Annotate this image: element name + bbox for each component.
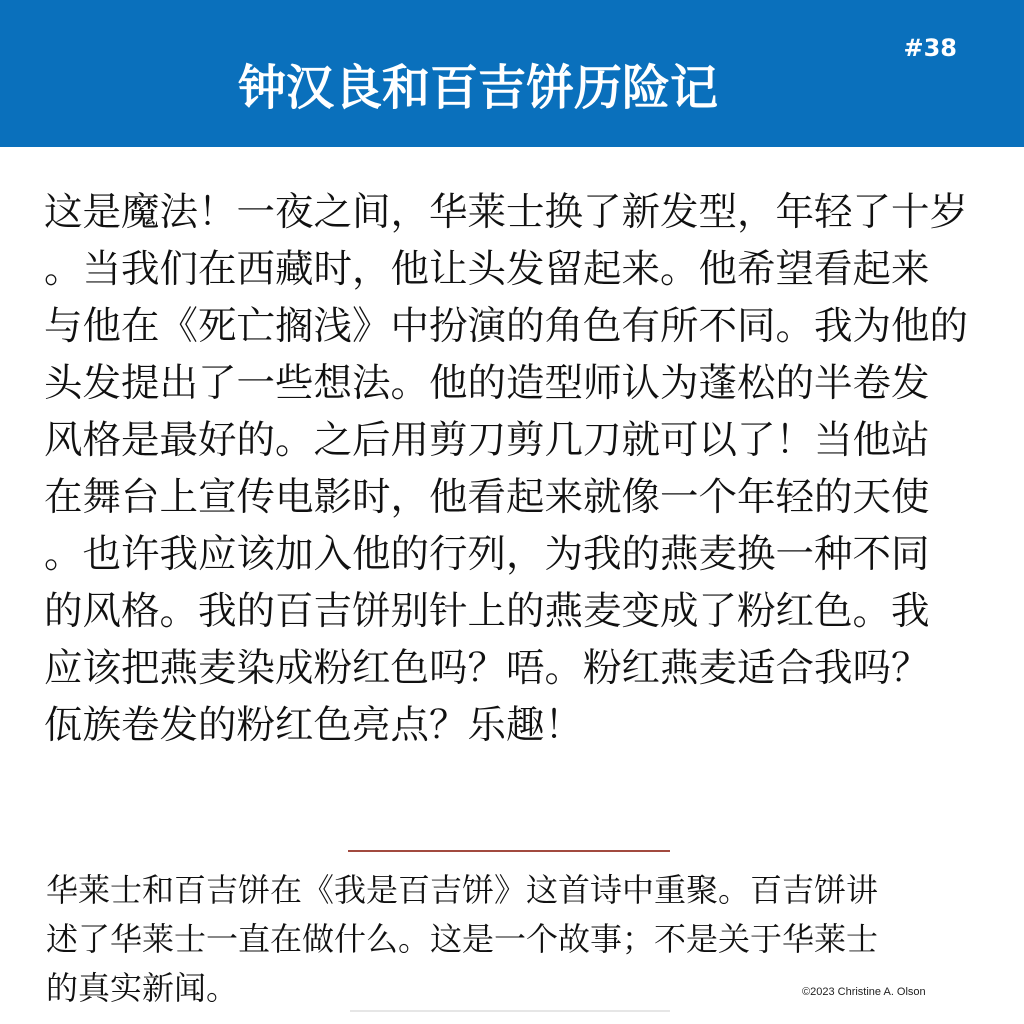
story-line: 。当我们在西藏时，他让头发留起来。他希望看起来 <box>44 247 930 292</box>
story-line: 与他在《死亡搁浅》中扮演的角色有所不同。我为他的 <box>44 304 969 349</box>
story-line: 这是魔法！一夜之间，华莱士换了新发型，年轻了十岁 <box>44 190 969 235</box>
story-line: 头发提出了一些想法。他的造型师认为蓬松的半卷发 <box>44 361 930 406</box>
header-banner <box>0 0 1024 147</box>
bottom-divider <box>350 1010 670 1012</box>
story-line: 在舞台上宣传电影时，他看起来就像一个年轻的天使 <box>44 475 930 520</box>
story-line: 的风格。我的百吉饼别针上的燕麦变成了粉红色。我 <box>44 589 930 634</box>
issue-number: #38 <box>903 34 957 62</box>
story-line: 风格是最好的。之后用剪刀剪几刀就可以了！当他站 <box>44 418 930 463</box>
footnote-line: 华莱士和百吉饼在《我是百吉饼》这首诗中重聚。百吉饼讲 <box>46 871 879 909</box>
footnote-line: 述了华莱士一直在做什么。这是一个故事；不是关于华莱士 <box>46 920 879 958</box>
page-title: 钟汉良和百吉饼历险记 <box>237 60 718 116</box>
story-line: 佤族卷发的粉红色亮点？乐趣！ <box>44 703 584 748</box>
story-line: 应该把燕麦染成粉红色吗？唔。粉红燕麦适合我吗？ <box>44 646 930 691</box>
story-line: 。也许我应该加入他的行列，为我的燕麦换一种不同 <box>44 532 930 577</box>
story-text <box>44 184 979 754</box>
copyright-notice: ©2023 Christine A. Olson <box>802 986 926 998</box>
section-divider <box>348 850 670 852</box>
footnote-line: 的真实新闻。 <box>46 969 239 1007</box>
